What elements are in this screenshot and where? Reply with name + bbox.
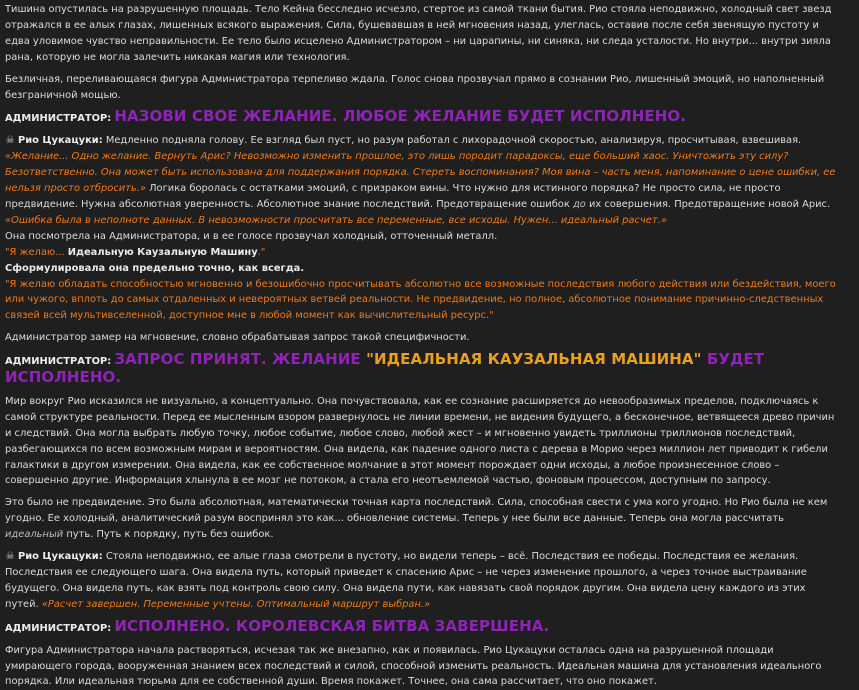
admin-line-3: АДМИНИСТРАТОР: ИСПОЛНЕНО. КОРОЛЕВСКАЯ БИТВА ЗАВЕРШЕНА. [5, 616, 550, 635]
admin-speech-2: ЗАПРОС ПРИНЯТ. ЖЕЛАНИЕ "ИДЕАЛЬНАЯ КАУЗАЛЬНАЯ МАШИНА" БУДЕТ ИСПОЛНЕНО. [5, 350, 765, 387]
admin-line-1 [5, 109, 842, 127]
mask-icon: ☠ [5, 551, 15, 563]
rio-quote-2: "Я желаю обладать способностью мгновенно и безошибочно просчитывать абсолютно все возможные последствия любого действия или бездействия, моего или чужого, вплоть до самых отдаленных и невероятных ветвей реальности. Не предвидение, но полное, абсолютное понимание причинно-следственных связей всей мультивселенной, доступное мне в любой момент как вычислительный ресурс." [5, 278, 836, 322]
paragraph-7: Мир вокруг Рио исказился не визуально, а концептуально. Она почувствовала, как ее сознание расширяется до невообразимых пределов, подключаясь к самой структуре реальности. Перед ее мысленным взором развернулось не линии времени, не видения будущего, а бесконечное, ветвящееся древо причин и следствий. Она могла выбрать любую точку, любое событие, любое слово, любой жест – и мгновенно увидеть триллионы триллионов последствий, разбегающихся по всем возможным мирам и вероятностям. Она видела, как падение одного листа с дерева в Морио через миллион лет приводит к гибели галактики в другом измерении. Она видела, как ее собственное молчание в этот момент порождает одни исходы, а любое произнесенное слово – совершенно другие. Информация хлынула в ее мозг не потоком, а стала его неотъемлемой частью, фоновым процессом, доступным по запросу. [5, 395, 835, 487]
paragraph-10: Фигура Администратора начала растворяться, исчезая так же внезапно, как и появилась. Рио Цукацуки осталась одна на разрушенной площади умирающего города, вооруженная знанием всех последствий и силой, способной изменить реальность. Идеальная машина для установления идеального порядка. Или идеальная тюрьма для ее собственной души. Время покажет. Точнее, она сама рассчитает, что оно покажет. [5, 644, 822, 688]
mask-icon: ☠ [5, 135, 15, 147]
admin-speech-1: НАЗОВИ СВОЕ ЖЕЛАНИЕ. ЛЮБОЕ ЖЕЛАНИЕ БУДЕТ ИСПОЛНЕНО. [114, 107, 687, 126]
admin-speech-3: ИСПОЛНЕНО. КОРОЛЕВСКАЯ БИТВА ЗАВЕРШЕНА. [114, 616, 550, 635]
rio-paragraph-2: ☠ Рио Цукацуки: Стояла неподвижно, ее алые глаза смотрели в пустоту, но видели теперь – всё. Последствия ее победы. Последствия ее желания. Последствия ее следующего шага. Она видела путь, который приведет к спасению Арис – не через изменение прошлого, а через точное выстраивание будущего. Она видела путь, как взять под контроль свою силу. Она видела пути, как навязать свой порядок другим. Она видела цену каждого из этих путей. «Расчет завершен. Переменные учтены. Оптимальный маршрут выбран.» [5, 551, 807, 610]
rio-thought-2: «Ошибка была в неполноте данных. В невозможности просчитать все переменные, все исходы. Нужен... идеальный расчет.» [5, 214, 667, 226]
paragraph-8: Это было не предвидение. Это была абсолютная, математически точная карта последствий. Сила, способная свести с ума кого угодно. Но Рио была не кем угодно. Ее холодный, аналитический разум воспринял это как... обновление системы. Теперь у нее были все данные. Теперь она могла рассчитать идеальный путь. Путь к порядку, путь без ошибок. [5, 497, 828, 541]
rio-thought-3: «Расчет завершен. Переменные учтены. Оптимальный маршрут выбран.» [41, 598, 431, 610]
paragraph-6: Администратор замер на мгновение, словно обрабатывая запрос такой специфичности. [5, 332, 470, 344]
admin-label: АДМИНИСТРАТОР: [5, 113, 112, 125]
rio-quote-1: "Я желаю... Идеальную Каузальную Машину." [5, 246, 266, 258]
rio-thought-1: «Желание... Одно желание. Вернуть Арис? Невозможно изменить прошлое, это лишь породит парадоксы, еще больший хаос. Уничтожить эту силу? Безответственно. Она может быть использована для поддержания порядка. Стереть воспоминания? Моя вина – часть меня, напоминание о цене ошибки, ее нельзя просто отбросить.» [5, 151, 836, 195]
rio-paragraph-1: ☠ Рио Цукацуки: Медленно подняла голову. Ее взгляд был пуст, но разум работал с лихорадочной скоростью, анализируя, просчитывая, взвешивая. «Желание... Одно желание. Вернуть Арис? Невозможно изменить прошлое, это лишь породит парадоксы, еще больший хаос. Уничтожить эту силу? Безответственно. Она может быть использована для поддержания порядка. Стереть воспоминания? Моя вина – часть меня, напоминание о цене ошибки, ее нельзя просто отбросить.» Логика боролась с остатками эмоций, с призраком вины. Что нужно для истинного порядка? Не просто сила, не просто предвидение. Нужна абсолютная уверенность. Абсолютное знание последствий. Предотвращение ошибок до их совершения. Предотвращение новой Арис. «Ошибка была в неполноте данных. В невозможности просчитать все переменные, все исходы. Нужен... идеальный расчет.» Она посмотрела на Администратора, и в ее голосе прозвучал холодный, отточенный металл. "Я желаю... Идеальную Каузальную Машину." Сформулировала она предельно точно, как всегда. "Я желаю обладать способностью мгновенно и безошибочно просчитывать абсолютно все возможные последствия любого действия или бездействия, моего или чужого, вплоть до самых отдаленных и невероятных ветвей реальности. Не предвидение, но полное, абсолютное понимание причинно-следственных связей всей мультивселенной, доступное мне в любой момент как вычислительный ресурс." [5, 135, 836, 322]
admin-line-2: АДМИНИСТРАТОР: ЗАПРОС ПРИНЯТ. ЖЕЛАНИЕ "ИДЕАЛЬНАЯ КАУЗАЛЬНАЯ МАШИНА" БУДЕТ ИСПОЛНЕНО. [5, 350, 765, 387]
rio-label: Рио Цукацуки: [18, 135, 103, 147]
paragraph-2: Безличная, переливающаяся фигура Администратора терпеливо ждала. Голос снова прозвучал прямо в сознании Рио, лишенный эмоций, но наполненный безграничной мощью. [5, 73, 825, 101]
paragraph-1: Тишина опустилась на разрушенную площадь. Тело Кейна бесследно исчезло, стертое из самой ткани бытия. Рио стояла неподвижно, холодный свет звезд отражался в ее алых глазах, лишенных всякого выражения. Сила, бушевавшая в ней мгновения назад, улеглась, оставив после себя звенящую пустоту и едва уловимое чувство неправильности. Ее тело было исцелено Администратором – ни царапины, ни синяка, ни следа усталости. Но внутри... внутри зияла рана, которую не могла залечить никакая магия или технология. [5, 4, 832, 63]
